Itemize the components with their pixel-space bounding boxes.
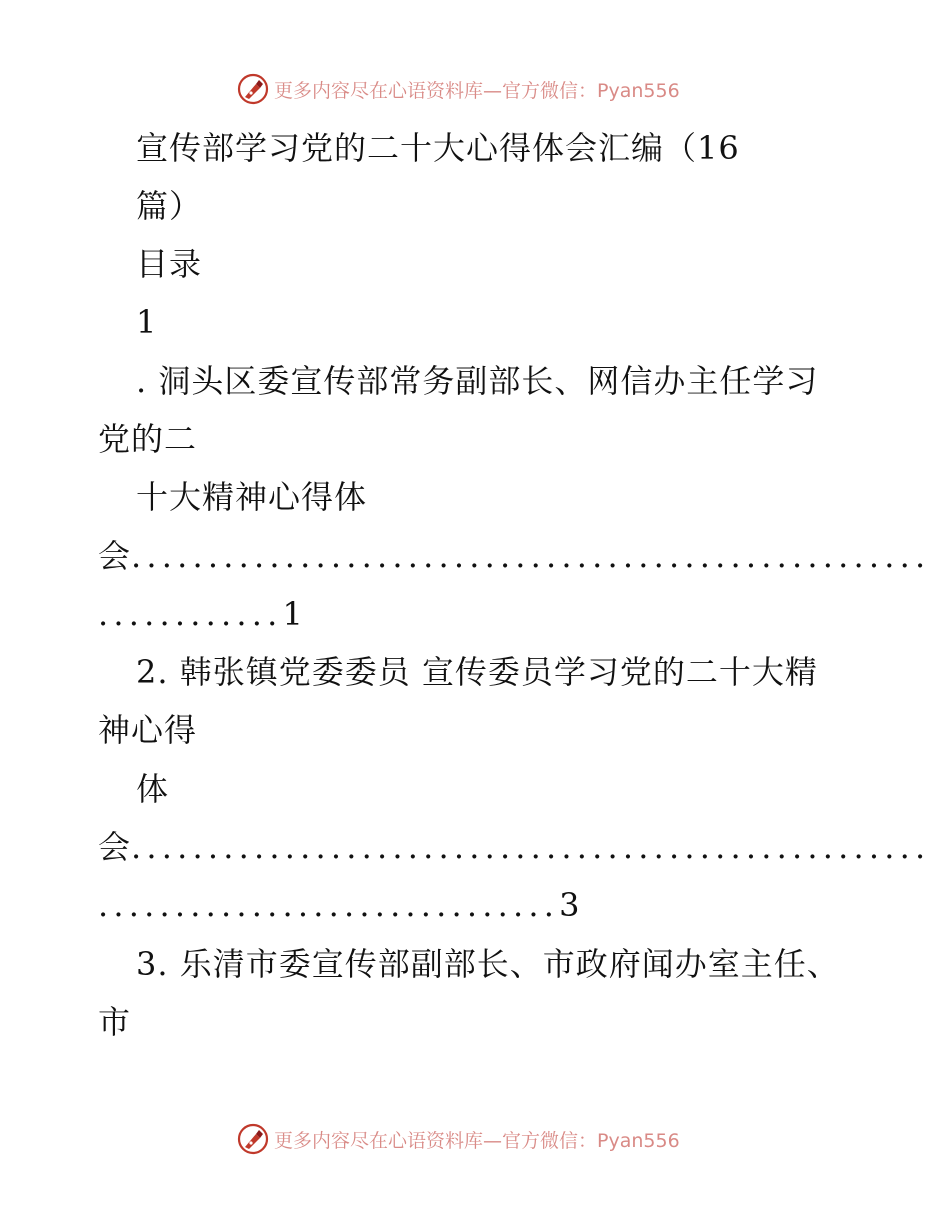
toc-entry-2-line-2[interactable]: 神心得 xyxy=(98,711,198,749)
watermark-text: 更多内容尽在心语资料库—官方微信：Pyan556 xyxy=(274,79,680,102)
toc-entry-1-line-4[interactable] xyxy=(98,536,930,576)
toc-entry-1-leader-2: ............ xyxy=(98,595,283,633)
toc-entry-1-prefix: 会 xyxy=(98,537,132,575)
footer-watermark xyxy=(236,1122,680,1156)
document-title-line-2: 篇） xyxy=(136,187,203,225)
header-watermark xyxy=(236,72,680,106)
toc-entry-3-line-1[interactable]: 3. 乐清市委宣传部副部长、市政府闻办室主任、 xyxy=(136,945,840,983)
toc-entry-2-leader-2: .............................. xyxy=(98,886,560,924)
toc-entry-2-page: 3 xyxy=(559,886,581,924)
toc-entry-2-line-3[interactable]: 体 xyxy=(136,770,170,808)
toc-entry-2-prefix: 会 xyxy=(98,828,132,866)
toc-entry-1-line-5[interactable] xyxy=(98,594,304,634)
pen-nib-logo-icon xyxy=(236,72,270,106)
toc-heading: 目录 xyxy=(136,245,203,283)
toc-entry-1-line-1[interactable]: . 洞头区委宣传部常务副部长、网信办主任学习 xyxy=(136,362,819,400)
toc-entry-2-line-4[interactable] xyxy=(98,827,930,867)
toc-entry-2-leader-1: .................................................... xyxy=(131,828,931,866)
toc-entry-1-page: 1 xyxy=(282,595,304,633)
toc-entry-1-number: 1 xyxy=(136,303,158,341)
toc-entry-3-line-2[interactable]: 市 xyxy=(98,1003,132,1041)
document-title-line-1: 宣传部学习党的二十大心得体会汇编（16 xyxy=(136,129,740,167)
toc-entry-2-line-5[interactable] xyxy=(98,885,581,925)
watermark-text: 更多内容尽在心语资料库—官方微信：Pyan556 xyxy=(274,1129,680,1152)
pen-nib-logo-icon xyxy=(236,1122,270,1156)
toc-entry-2-line-1[interactable]: 2. 韩张镇党委委员 宣传委员学习党的二十大精 xyxy=(136,653,818,691)
toc-entry-1-leader-1: .................................................... xyxy=(131,537,931,575)
toc-entry-1-line-3[interactable]: 十大精神心得体 xyxy=(136,478,368,516)
toc-entry-1-line-2[interactable]: 党的二 xyxy=(98,420,198,458)
